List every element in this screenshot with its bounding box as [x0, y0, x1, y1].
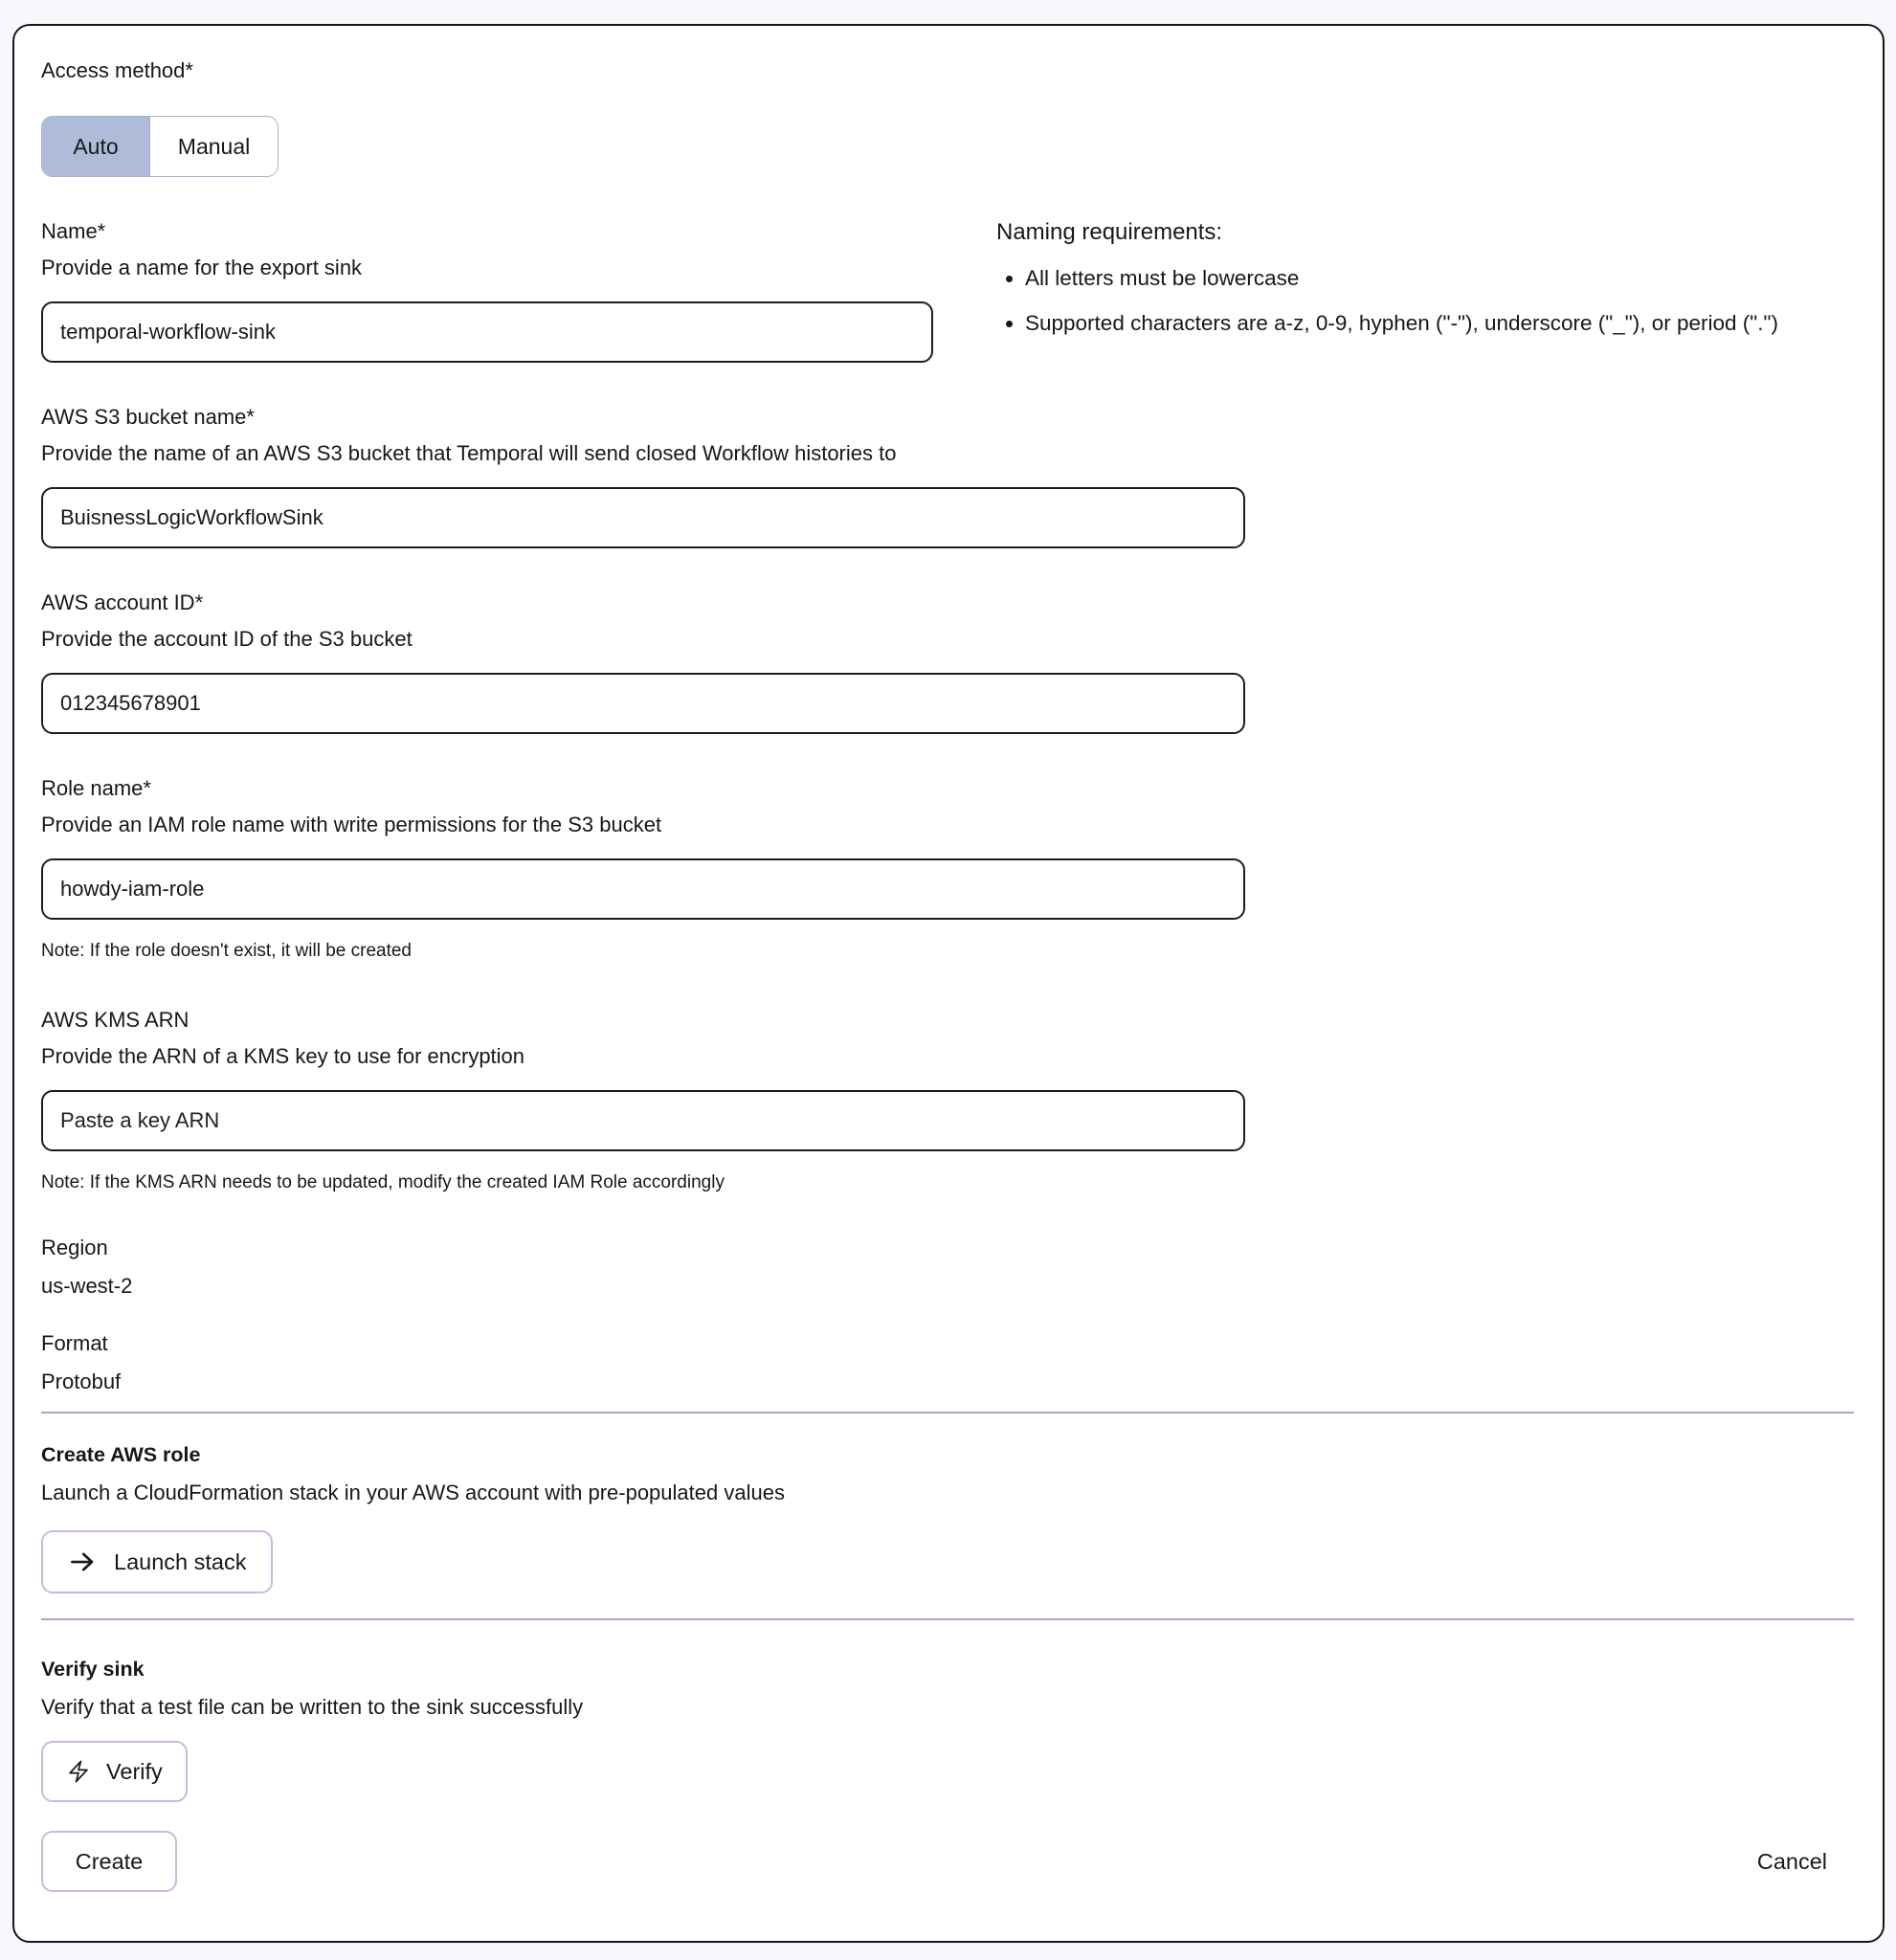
access-method-option-auto[interactable]: [42, 117, 149, 176]
section-divider: [41, 1618, 1854, 1620]
account-id-field-group: [41, 589, 1854, 734]
role-name-input[interactable]: [41, 858, 1245, 920]
naming-requirements-title: Naming requirements:: [996, 219, 1223, 245]
format-label: Format: [41, 1331, 108, 1355]
account-id-label: AWS account ID*: [41, 590, 204, 614]
naming-requirement-item: • All letters must be lowercase: [1025, 263, 1791, 293]
role-name-note: Note: If the role doesn't exist, it will be created: [41, 941, 412, 961]
naming-requirements-list: [996, 263, 1791, 338]
access-method-label: Access method*: [41, 58, 193, 82]
s3-bucket-label: AWS S3 bucket name*: [41, 405, 255, 429]
name-input[interactable]: [41, 301, 933, 363]
arrow-right-icon: [68, 1548, 97, 1576]
naming-requirement-item: • Supported characters are a-z, 0-9, hyphen ("-"), underscore ("_"), or period ("."): [1025, 308, 1791, 338]
account-id-input[interactable]: [41, 673, 1245, 734]
cancel-button[interactable]: [1757, 1849, 1827, 1875]
create-button-label: Create: [75, 1848, 144, 1874]
access-method-option-auto-label: Auto: [73, 133, 119, 159]
verify-button[interactable]: [41, 1741, 188, 1802]
naming-requirements: [996, 217, 1791, 363]
access-method-toggle: [41, 116, 279, 177]
form-actions: [41, 1831, 1854, 1892]
s3-bucket-description: Provide the name of an AWS S3 bucket that Temporal will send closed Workflow histories to: [41, 441, 897, 465]
verify-button-label: Verify: [106, 1758, 163, 1784]
region-group: [41, 1234, 1854, 1301]
kms-arn-note: Note: If the KMS ARN needs to be updated, modify the created IAM Role accordingly: [41, 1172, 725, 1192]
launch-stack-button[interactable]: [41, 1530, 273, 1593]
section-divider: [41, 1412, 1854, 1414]
create-button[interactable]: [41, 1831, 177, 1892]
cancel-button-label: Cancel: [1756, 1848, 1827, 1874]
kms-arn-field-group: [41, 1006, 1854, 1195]
access-method-option-manual[interactable]: [149, 117, 278, 176]
region-label: Region: [41, 1236, 108, 1259]
s3-bucket-field-group: [41, 403, 1854, 548]
create-aws-role-description: Launch a CloudFormation stack in your AWS account with pre-populated values: [41, 1481, 785, 1504]
role-name-label: Role name*: [41, 776, 151, 800]
kms-arn-description: Provide the ARN of a KMS key to use for encryption: [41, 1044, 525, 1068]
role-name-description: Provide an IAM role name with write permissions for the S3 bucket: [41, 813, 662, 836]
role-name-field-group: [41, 774, 1854, 964]
export-sink-form: [12, 24, 1885, 1943]
name-and-requirements-row: [41, 217, 1854, 363]
create-aws-role-section: [41, 1440, 1854, 1593]
name-description: Provide a name for the export sink: [41, 256, 363, 279]
s3-bucket-input[interactable]: [41, 487, 1245, 548]
lightning-icon: [66, 1758, 91, 1785]
verify-sink-section: [41, 1655, 1854, 1802]
create-aws-role-title: Create AWS role: [41, 1443, 201, 1466]
account-id-description: Provide the account ID of the S3 bucket: [41, 627, 413, 651]
access-method-option-manual-label: Manual: [177, 133, 251, 159]
format-group: [41, 1329, 1854, 1396]
verify-sink-title: Verify sink: [41, 1658, 145, 1681]
verify-sink-description: Verify that a test file can be written to the sink successfully: [41, 1695, 584, 1719]
launch-stack-button-label: Launch stack: [114, 1548, 247, 1574]
format-value: Protobuf: [41, 1370, 122, 1393]
kms-arn-input[interactable]: [41, 1090, 1245, 1151]
kms-arn-label: AWS KMS ARN: [41, 1008, 190, 1032]
name-label: Name*: [41, 219, 106, 243]
region-value: us-west-2: [41, 1274, 133, 1298]
name-field-group: [41, 217, 933, 363]
